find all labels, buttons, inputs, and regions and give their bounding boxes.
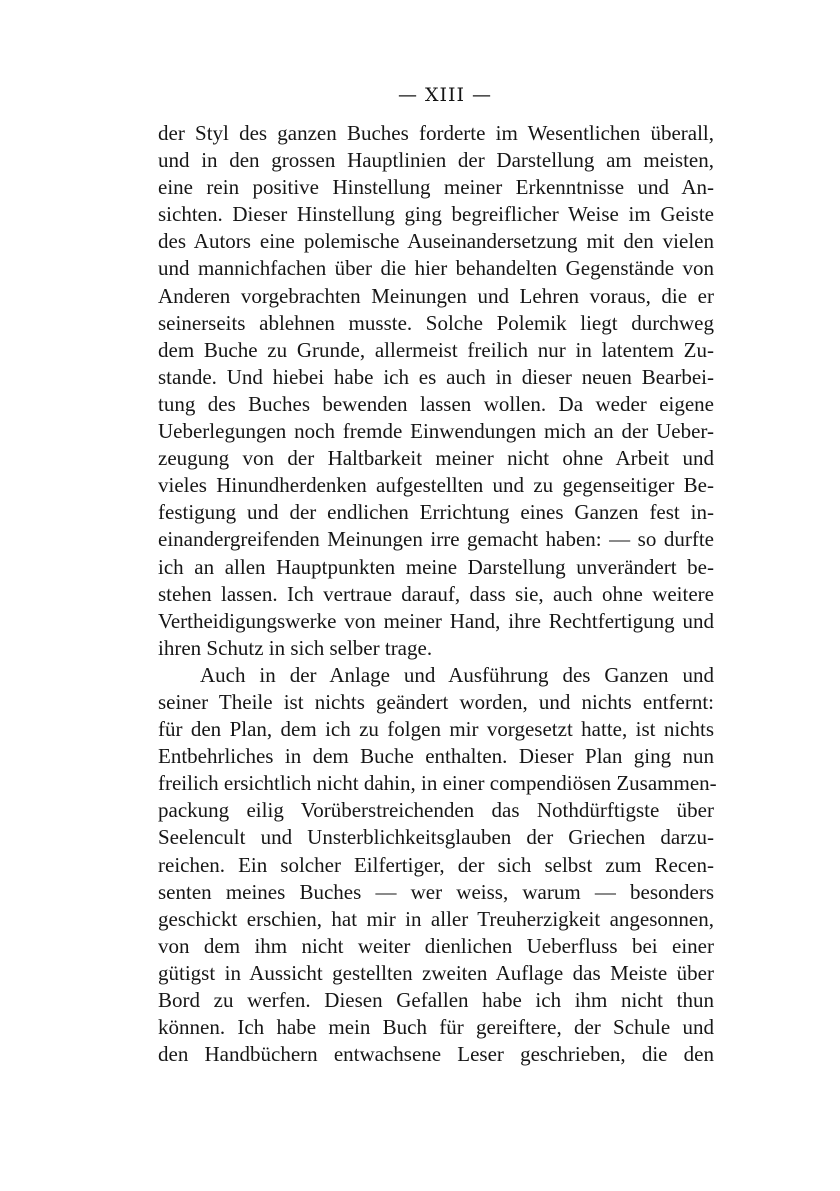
text-line: dem Buche zu Grunde, allermeist freilich nur in latentem Zu- [158,337,714,362]
text-line: Anderen vorgebrachten Meinungen und Lehren voraus, die er [158,283,714,308]
text-line: ich an allen Hauptpunkten meine Darstellung unverändert be- [158,554,714,579]
page-number-header: — XIII — [397,84,493,106]
text-line: des Autors eine polemische Auseinandersetzung mit den vielen [158,229,714,254]
text-line: können. Ich habe mein Buch für gereiftere, der Schule und [158,1015,714,1040]
paragraph [158,662,717,1068]
text-line: ihren Schutz in sich selber trage. [158,635,433,660]
text-line: seiner Theile ist nichts geändert worden, und nichts entfernt: [158,689,714,714]
text-line: der Styl des ganzen Buches forderte im Wesentlichen überall, [158,121,714,145]
text-line: senten meines Buches — wer weiss, warum — besonders [158,879,714,904]
text-line: und in den grossen Hauptlinien der Darstellung am meisten, [158,148,714,173]
text-line: Auch in der Anlage und Ausführung des Ganzen und [200,662,714,687]
body-text [158,120,717,1068]
text-line: seinerseits ablehnen musste. Solche Polemik liegt durchweg [158,310,714,335]
text-line: sichten. Dieser Hinstellung ging begreiflicher Weise im Geiste [158,202,714,227]
text-line: tung des Buches bewenden lassen wollen. Da weder eigene [158,391,714,416]
text-line: den Handbüchern entwachsene Leser geschrieben, die den [158,1042,714,1067]
text-line: stande. Und hiebei habe ich es auch in dieser neuen Bearbei- [158,364,714,389]
text-line: vieles Hinundherdenken aufgestellten und zu gegenseitiger Be- [158,473,714,498]
text-line: für den Plan, dem ich zu folgen mir vorgesetzt hatte, ist nichts [158,717,714,742]
text-line: Ueberlegungen noch fremde Einwendungen mich an der Ueber- [158,419,714,444]
text-line: festigung und der endlichen Errichtung eines Ganzen fest in- [158,500,714,525]
text-line: und mannichfachen über die hier behandelten Gegenstände von [158,256,714,281]
text-line: freilich ersichtlich nicht dahin, in einer compendiösen Zusammen- [158,771,717,796]
text-line: zeugung von der Haltbarkeit meiner nicht ohne Arbeit und [158,446,714,471]
paragraph [158,120,714,662]
text-line: Vertheidigungswerke von meiner Hand, ihre Rechtfertigung und [158,608,714,633]
text-line: geschickt erschien, hat mir in aller Treuherzigkeit angesonnen, [158,906,714,931]
text-line: reichen. Ein solcher Eilfertiger, der sich selbst zum Recen- [158,852,714,877]
text-line: Seelencult und Unsterblichkeitsglauben der Griechen darzu- [158,825,714,850]
text-line: Bord zu werfen. Diesen Gefallen habe ich ihm nicht thun [158,988,714,1012]
text-line: eine rein positive Hinstellung meiner Erkenntnisse und An- [158,175,714,200]
text-line: Entbehrliches in dem Buche enthalten. Dieser Plan ging nun [158,744,714,769]
text-line: gütigst in Aussicht gestellten zweiten Auflage das Meiste über [158,960,714,985]
text-line: stehen lassen. Ich vertraue darauf, dass sie, auch ohne weitere [158,581,714,606]
text-line: von dem ihm nicht weiter dienlichen Ueberfluss bei einer [158,933,714,958]
text-line: packung eilig Vorüberstreichenden das Nothdürftigste über [158,798,714,823]
text-line: einandergreifenden Meinungen irre gemacht haben: — so durfte [158,527,714,552]
